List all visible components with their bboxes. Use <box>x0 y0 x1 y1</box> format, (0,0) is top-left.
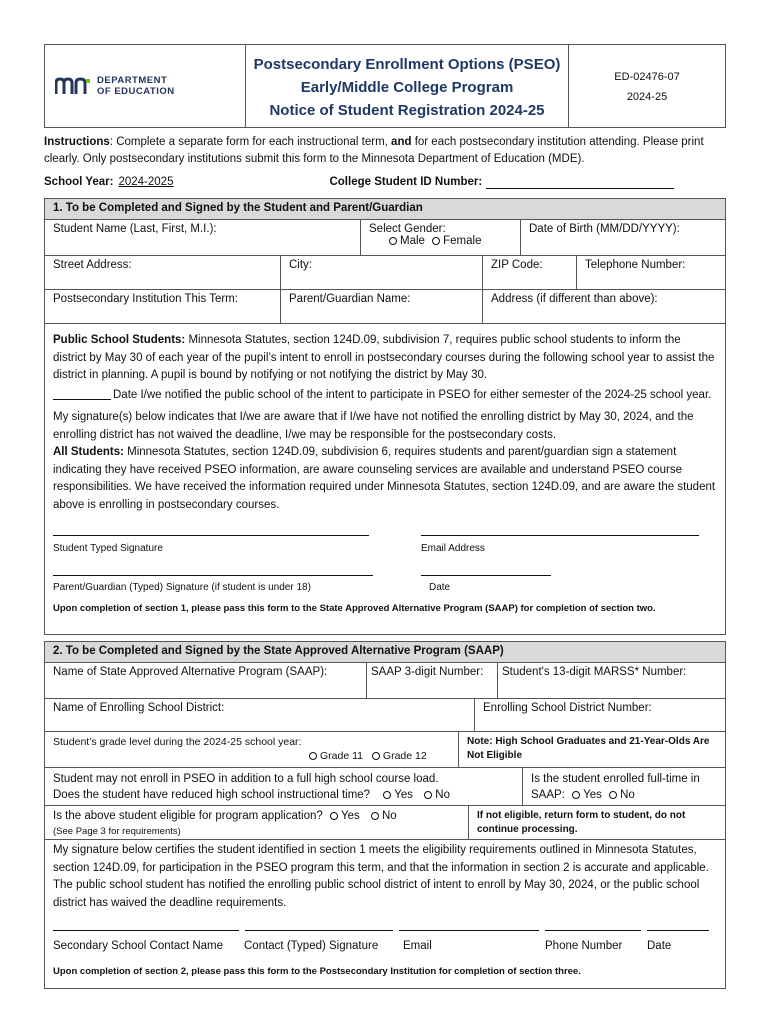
row-grade <box>45 732 725 768</box>
saap-name-field[interactable] <box>45 663 367 698</box>
date-notified-text: Date I/we notified the public school of the intent to participate in PSEO for either semester of the 2024-25 school year. <box>113 388 712 401</box>
row-student-info <box>45 220 725 256</box>
contact-name-line[interactable] <box>53 930 239 931</box>
course-load-text: Student may not enroll in PSEO in addition to a full high school course load. <box>53 773 439 785</box>
institution-label: Postsecondary Institution This Term: <box>53 293 238 305</box>
row-course-load <box>45 768 725 806</box>
male-label: Male <box>400 235 425 247</box>
logo-line-2: OF EDUCATION <box>97 86 175 97</box>
section-2-completion-note: Upon completion of section 2, please pass this form to the Postsecondary Institution for completion of section three. <box>53 966 581 977</box>
date-notified-field[interactable] <box>53 387 111 400</box>
phone-field[interactable] <box>577 256 725 289</box>
marss-label: Student's 13-digit MARSS* Number: <box>502 666 687 678</box>
see-page-note: (See Page 3 for requirements) <box>53 826 181 837</box>
female-label: Female <box>443 235 482 247</box>
row-address <box>45 256 725 290</box>
all-students-label: All Students: <box>53 446 124 458</box>
district-number-field[interactable] <box>475 699 725 731</box>
gender-label: Select Gender: <box>369 223 446 235</box>
eligible-yes-radio[interactable] <box>330 812 338 820</box>
form-year: 2024-25 <box>626 91 668 103</box>
fulltime-label: Is the student enrolled full-time in SAAP: <box>531 773 700 801</box>
instructions-label: Instructions <box>44 136 110 148</box>
grade-11-label: Grade 11 <box>320 750 363 762</box>
school-year-row <box>44 176 726 194</box>
instr-yes-label: Yes <box>394 789 414 801</box>
district-number-label: Enrolling School District Number: <box>483 702 652 714</box>
certification-text: My signature below certifies the student identified in section 1 meets the eligibility requirements outlined in Minnesota Statutes, section 124D.09, for participation in the PSEO program this term, and that the information in section 2 is accurate and applicable. The public school student has notified the enrolling public school district of intent to enroll by May 30, 2024, or the public school district has waived the deadline requirements. <box>53 844 709 909</box>
signature-awareness-text: My signature(s) below indicates that I/we are aware that if I/we have not notified the enrolling district by May 30, 2024, and the enrolling district has not waived the deadline, I/we may be responsible for the postsecondary costs. <box>53 411 694 441</box>
title-line-2: Early/Middle College Program <box>300 79 514 96</box>
form-id: ED-02476-07 <box>614 71 680 83</box>
contact-date-line[interactable] <box>647 930 709 931</box>
section-2 <box>44 641 726 989</box>
eligible-no-label: No <box>381 810 397 822</box>
street-field[interactable] <box>45 256 281 289</box>
grade-level-field <box>45 732 459 767</box>
all-students-text <box>45 444 725 514</box>
eligible-field <box>45 806 469 839</box>
city-field[interactable] <box>281 256 483 289</box>
row-saap <box>45 663 725 699</box>
instr-no-label: No <box>435 789 450 801</box>
female-radio[interactable] <box>432 237 440 245</box>
instructions <box>44 134 726 168</box>
logo-text <box>97 75 175 97</box>
date-notified-row <box>45 387 725 405</box>
not-eligible-note: If not eligible, return form to student, do not continue processing. <box>477 810 686 835</box>
section-2-certification <box>45 840 725 988</box>
public-students-label: Public School Students: <box>53 334 186 346</box>
phone-label: Telephone Number: <box>585 259 686 271</box>
saap-number-label: SAAP 3-digit Number: <box>371 666 484 678</box>
address-diff-field[interactable] <box>483 290 725 323</box>
saap-name-label: Name of State Approved Alternative Program (SAAP): <box>53 666 328 678</box>
instructions-text-2: for each postsecondary institution attending. Please print clearly. Only postsecondary institutions submit this form to the Minnesota Department of Education (MDE). <box>44 136 704 165</box>
graduates-note: Note: High School Graduates and 21-Year-Olds Are Not Eligible <box>467 736 710 761</box>
guardian-name-label: Parent/Guardian Name: <box>289 293 411 305</box>
signature-block-1 <box>45 518 725 618</box>
section-1-heading: 1. To be Completed and Signed by the Student and Parent/Guardian <box>45 199 725 220</box>
instructional-time-label: Does the student have reduced high school instructional time? <box>53 789 371 801</box>
instr-no-radio[interactable] <box>424 791 432 799</box>
marss-field[interactable] <box>498 663 725 698</box>
male-radio[interactable] <box>389 237 397 245</box>
student-name-label: Student Name (Last, First, M.I.): <box>53 223 217 235</box>
guardian-date-line[interactable] <box>421 558 551 576</box>
grade-12-label: Grade 12 <box>382 750 427 762</box>
institution-field[interactable] <box>45 290 281 323</box>
zip-field[interactable] <box>483 256 577 289</box>
form-page <box>44 44 726 989</box>
student-name-field[interactable] <box>45 220 361 255</box>
instructions-text-1: : Complete a separate form for each instructional term, <box>109 136 392 148</box>
saap-number-field[interactable] <box>367 663 498 698</box>
eligible-question: Is the above student eligible for program application? <box>53 810 323 822</box>
row-district <box>45 699 725 732</box>
logo <box>45 45 245 127</box>
title-line-3: Notice of Student Registration 2024-25 <box>269 102 545 119</box>
fulltime-no-radio[interactable] <box>609 791 617 799</box>
public-students-body: Minnesota Statutes, section 124D.09, subdivision 7, requires public school students to inform the district by May 30 of each year of the pupil’s intent to enroll in postsecondary courses during the following school year to assist the district in planning. A pupil is bound by notifying or not notifying the district by May 30. <box>53 334 715 381</box>
course-load-field <box>45 768 523 805</box>
street-label: Street Address: <box>53 259 132 271</box>
title-line-1: Postsecondary Enrollment Options (PSEO) <box>253 56 561 73</box>
eligible-no-radio[interactable] <box>371 812 379 820</box>
eligible-yes-label: Yes <box>340 810 360 822</box>
school-year-label: School Year: <box>44 176 114 188</box>
fulltime-yes-radio[interactable] <box>572 791 580 799</box>
student-signature-line[interactable] <box>53 518 369 536</box>
contact-phone-label: Phone Number <box>545 940 623 952</box>
section-1-statements <box>45 324 725 634</box>
student-signature-label: Student Typed Signature <box>53 543 163 554</box>
instr-yes-radio[interactable] <box>383 791 391 799</box>
grade-12-radio[interactable] <box>372 752 380 760</box>
guardian-signature-label: Parent/Guardian (Typed) Signature (if student is under 18) <box>53 582 311 593</box>
city-label: City: <box>289 259 312 271</box>
dob-field[interactable] <box>521 220 725 255</box>
district-name-field[interactable] <box>45 699 475 731</box>
section-1 <box>44 198 726 635</box>
fulltime-field <box>523 768 725 805</box>
mn-logo-icon <box>55 77 91 95</box>
form-header <box>44 44 726 128</box>
contact-email-line[interactable] <box>399 930 539 931</box>
grade-11-radio[interactable] <box>309 752 317 760</box>
form-id-block <box>569 45 725 127</box>
email-label: Email Address <box>421 543 485 554</box>
row-institution <box>45 290 725 324</box>
public-students-text <box>45 332 725 385</box>
zip-label: ZIP Code: <box>491 259 543 271</box>
fulltime-yes-label: Yes <box>583 789 602 801</box>
section-1-completion-note: Upon completion of section 1, please pass this form to the State Approved Alternative Program (SAAP) for completion of section two. <box>53 603 656 614</box>
gender-field <box>361 220 521 255</box>
grade-level-label: Student’s grade level during the 2024-25 school year: <box>53 736 302 748</box>
contact-phone-line[interactable] <box>545 930 641 931</box>
section-2-heading: 2. To be Completed and Signed by the State Approved Alternative Program (SAAP) <box>45 642 725 663</box>
fulltime-no-label: No <box>620 789 635 801</box>
guardian-date-label: Date <box>429 582 451 593</box>
contact-date-label: Date <box>647 940 672 952</box>
district-name-label: Name of Enrolling School District: <box>53 702 225 714</box>
email-line[interactable] <box>421 518 699 536</box>
guardian-name-field[interactable] <box>281 290 483 323</box>
contact-email-label: Email <box>403 940 432 952</box>
college-id-label: College Student ID Number: <box>329 176 483 188</box>
instructions-and: and <box>391 136 412 148</box>
college-id-field[interactable] <box>486 176 674 189</box>
contact-signature-line[interactable] <box>245 930 393 931</box>
row-eligible <box>45 806 725 840</box>
guardian-signature-line[interactable] <box>53 558 373 576</box>
all-students-body: Minnesota Statutes, section 124D.09, subdivision 6, requires students and parent/guardian sign a statement indicating they have received PSEO information, are aware counseling services are available and understand PSEO course responsibilities. We have received the information required under Minnesota Statutes, section 124D.09, and are aware the student above is enrolling in postsecondary courses. <box>53 446 716 511</box>
school-year-value[interactable]: 2024-2025 <box>118 176 174 188</box>
dob-label: Date of Birth (MM/DD/YYYY): <box>529 223 680 235</box>
contact-signature-label: Contact (Typed) Signature <box>244 940 379 952</box>
address-diff-label: Address (if different than above): <box>491 293 658 305</box>
form-title <box>245 45 569 127</box>
contact-name-label: Secondary School Contact Name <box>53 940 224 952</box>
logo-line-1: DEPARTMENT <box>97 75 168 86</box>
